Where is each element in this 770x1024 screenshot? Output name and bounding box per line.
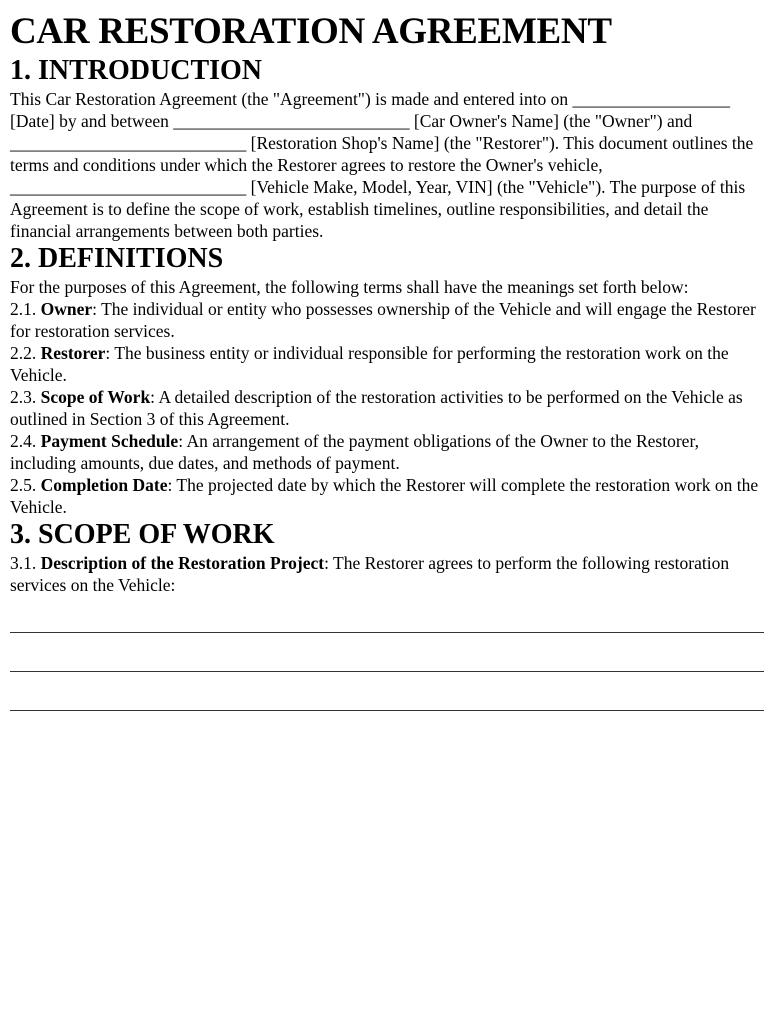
definition-item-scope-of-work <box>10 386 760 430</box>
definition-number: 2.2. <box>10 343 37 363</box>
definition-text: : The projected date by which the Restorer will complete the restoration work on the Vehicle. <box>10 475 759 517</box>
definition-term: Payment Schedule <box>40 431 179 451</box>
definition-item-completion-date <box>10 474 760 518</box>
scope-text: : The Restorer agrees to perform the following restoration services on the Vehicle: <box>10 553 730 595</box>
blank-fill-line[interactable] <box>10 632 764 633</box>
definition-term: Scope of Work <box>40 387 151 407</box>
scope-term: Description of the Restoration Project <box>40 553 325 573</box>
section-heading-scope-of-work: 3. SCOPE OF WORK <box>10 519 275 550</box>
scope-item-description <box>10 552 760 596</box>
definition-item-payment-schedule <box>10 430 760 474</box>
definition-text: : The business entity or individual responsible for performing the restoration work on the Vehicle. <box>10 343 729 385</box>
blank-fill-line[interactable] <box>10 671 764 672</box>
definition-text: : A detailed description of the restoration activities to be performed on the Vehicle as outlined in Section 3 of this Agreement. <box>10 387 743 429</box>
definition-text: : An arrangement of the payment obligations of the Owner to the Restorer, including amounts, due dates, and methods of payment. <box>10 431 699 473</box>
definition-term: Completion Date <box>40 475 168 495</box>
definition-term: Restorer <box>40 343 106 363</box>
section-heading-definitions: 2. DEFINITIONS <box>10 243 224 274</box>
definition-item-owner <box>10 298 760 342</box>
definition-item-restorer <box>10 342 760 386</box>
definition-number: 2.3. <box>10 387 37 407</box>
definition-term: Owner <box>40 299 93 319</box>
definitions-lead-paragraph: For the purposes of this Agreement, the following terms shall have the meanings set forth below: <box>10 277 689 297</box>
blank-fill-line[interactable] <box>10 710 764 711</box>
definition-number: 2.4. <box>10 431 37 451</box>
section-heading-introduction: 1. INTRODUCTION <box>10 55 263 86</box>
definition-number: 2.1. <box>10 299 37 319</box>
introduction-paragraph: This Car Restoration Agreement (the "Agreement") is made and entered into on __________________ [Date] by and between ___________________________ [Car Owner's Name] (the "Owner") and ___________________________ [Restoration Shop's Name] (the "Restorer"). This document outlines the terms and conditions under which the Restorer agrees to restore the Owner's vehicle, ___________________________ [Vehicle Make, Model, Year, VIN] (the "Vehicle"). The purpose of this Agreement is to define the scope of work, establish timelines, outline responsibilities, and detail the financial arrangements between both parties. <box>10 89 754 241</box>
definition-text: : The individual or entity who possesses ownership of the Vehicle and will engage the Restorer for restoration services. <box>10 299 756 341</box>
definition-number: 2.5. <box>10 475 37 495</box>
document-title: CAR RESTORATION AGREEMENT <box>10 11 612 52</box>
scope-number: 3.1. <box>10 553 37 573</box>
